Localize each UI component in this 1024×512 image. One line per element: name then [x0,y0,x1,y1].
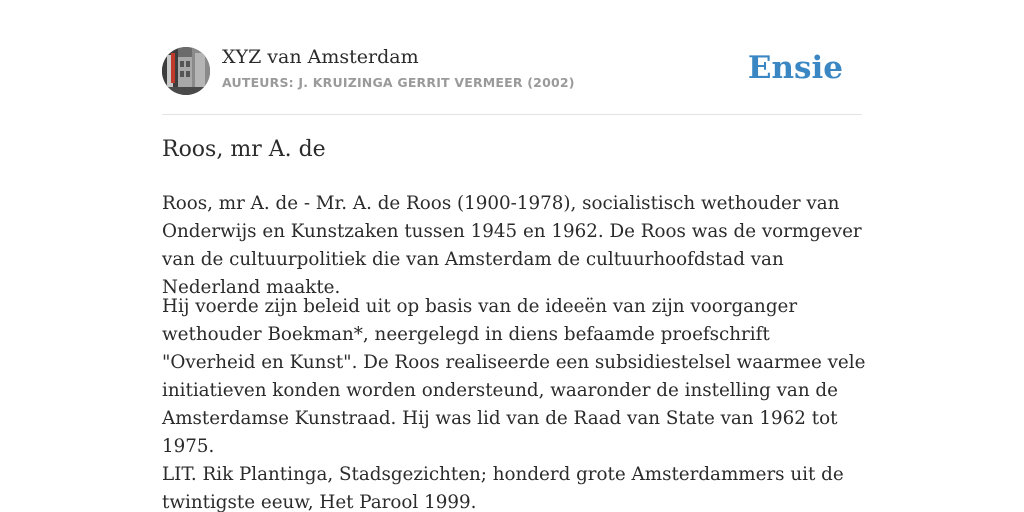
entry-title: Roos, mr A. de [162,137,326,162]
book-cover-icon [162,47,210,95]
book-header [162,46,862,115]
entry-literature: LIT. Rik Plantinga, Stadsgezichten; honderd grote Amsterdammers uit de twintigste eeuw, Het Parool 1999. [162,464,844,512]
ensie-logo-link[interactable]: Ensie [747,50,843,86]
book-cover-avatar[interactable] [162,47,210,95]
book-title[interactable]: XYZ van Amsterdam [222,46,419,68]
book-authors: AUTEURS: J. KRUIZINGA GERRIT VERMEER (2002) [222,75,575,90]
entry-paragraph: Hij voerde zijn beleid uit op basis van de ideeën van zijn voorganger wethouder Boekman*, neergelegd in diens befaamde proefschrift "Overheid en Kunst". De Roos realiseerde een subsidiestelsel waarmee vele initiatieven konden worden ondersteund, waaronder de instelling van de Amsterdamse Kunstraad. Hij was lid van de Raad van State van 1962 tot 1975. [162,296,866,457]
entry-paragraph: Roos, mr A. de - Mr. A. de Roos (1900-1978), socialistisch wethouder van Onderwijs en Kunstzaken tussen 1945 en 1962. De Roos was de vormgever van de cultuurpolitiek die van Amsterdam de cultuurhoofdstad van Nederland maakte. [162,193,862,298]
